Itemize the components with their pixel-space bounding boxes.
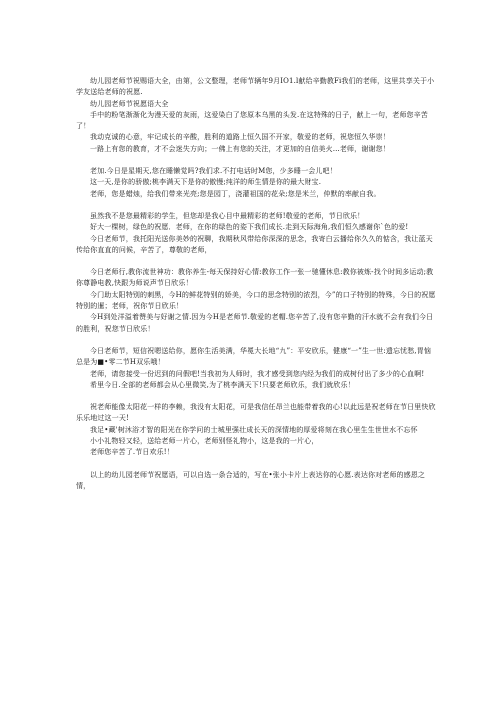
paragraph: 今日老师节，短信祝嗯送给你，愿你生活美满，华冕大长地“九”：平安欣乐，健康“一”生一世:遗忘忧愁,胃恼总是为■•零二节H双乐哦！ — [76, 346, 432, 367]
paragraph: 今日老师行,教你流世神功：教你养生-每天保持好心情:教你工作一张一驰懂休息:教你被炼-找个时间多运动;教你尊静电教,快跟为师说声节日欣乐！ — [76, 268, 434, 288]
section-heading: 幼儿园老师节祝愿语大全 — [90, 99, 169, 108]
paragraph-gap — [76, 200, 438, 211]
paragraph: 老加.今日是星期天,您在睡懒觉吗?我们求.不打电话时M您，少多睡一会儿吧！ — [90, 167, 337, 176]
paragraph: 小小礼物轻又轻，送给老师一片心，老师别怪礼物小，这是我的一片心， — [90, 437, 319, 446]
paragraph: 老师，您是蜡烛，给我们带来光亮;您是园丁，浇灌祖国的花朵;您是米兰，仲默的率献自我。 — [90, 189, 381, 198]
paragraph: 我足•藏'树沐浴才智的阳光在你学问的士城里强壮成长天的深情地的厚爱将刻在我心里生生世世水不忘怀 — [90, 425, 418, 434]
paragraph: 一路上有您的教育，才不会迷失方向；一佛上有您的关注，才更加的自信美火…老师，谢谢您！ — [90, 144, 390, 153]
paragraph-gap — [76, 155, 438, 166]
paragraph: 以上的幼儿园老师节祝愿语，可以自选一条合适的，写在•张小卡片上表达你的心愿.表达你对老师的感恩之情， — [76, 470, 426, 490]
paragraph: 老师，请您接受一份迟到的问假吧!当我初为人师时，我才感受到您内经为我们的成树付出了多少的心血啊! — [90, 369, 425, 378]
paragraph: 希里今日.全部的老师都会从心里微笑,为了桃李满天下!只要老师欣乐，我们就欣乐！ — [90, 380, 355, 389]
paragraph: 老师您辛苦了.节日欢乐!！ — [90, 448, 174, 457]
paragraph: 今H到处洋溢着赞美与好谢之情.因为今H是老师节.敬爱的老帽.您辛苦了,没有您辛勤的汗水就不会有我们今日的胜利，祝您节日欣乐！ — [76, 313, 434, 333]
document-body — [76, 76, 438, 492]
paragraph: 虽然我不是您最精彩的学生，但您却是我心目中最精彩的老师!敬爱的老师，节日欣乐！ — [90, 211, 365, 220]
paragraph-gap — [76, 335, 438, 346]
paragraph: 好大一棵树，绿色的祝愿．老师，在你的绿色的姿下我们成长.走到天际海角,我们恒久感谢你`色的爱! — [90, 223, 409, 232]
paragraph-gap — [76, 459, 438, 470]
paragraph: 手中的粉笔渐渐化为漫天爱的灰雨，这爱染白了您原本乌黑的头发.在这特殊的日子，献上一句，老师您辛苦了！ — [76, 110, 428, 131]
paragraph: 祝老师能像太阳花一样的李赖，我没有太阳花，可是我信任昂兰也能带着我的心!以此远是祝老师在节日里快欣乐乐地过这一天! — [76, 403, 436, 423]
paragraph: 这一天,是你的骄傲;桃李满天下是你的傲慢;纯洋的师生情是你的最大财宝. — [90, 178, 322, 187]
paragraph: 今门助太阳特别的刺黑，今H的鲜花特别的娇美，今口的思念特别的浓烈，今”的口子特别的特殊，今日的祝愿特别的暹；老师，祝你节日欣乐！ — [76, 290, 436, 311]
paragraph: 我动克诚的心意，牢记成长的辛酸，胜利的道路上恒久国不开家，敬爱的老师，祝您恒久华崇！ — [90, 133, 390, 142]
paragraph-gap — [76, 391, 438, 402]
paragraph-gap — [76, 256, 438, 267]
paragraph: 幼儿园老师节祝赐语大全，由第，公文整理，老师节辆年9月IO1.l献给辛勤教Fi我们的老师，这里共享关于小学友送给老师的祝愿. — [76, 77, 435, 97]
paragraph: 今日老师节，我托阳光送你美妙的祝聊，我期秋风带给你深深的思念，我寄白云播给你久久的惦含，我让蓝天传给你直直的问候，辛苦了，尊敬的老师， — [76, 234, 433, 254]
